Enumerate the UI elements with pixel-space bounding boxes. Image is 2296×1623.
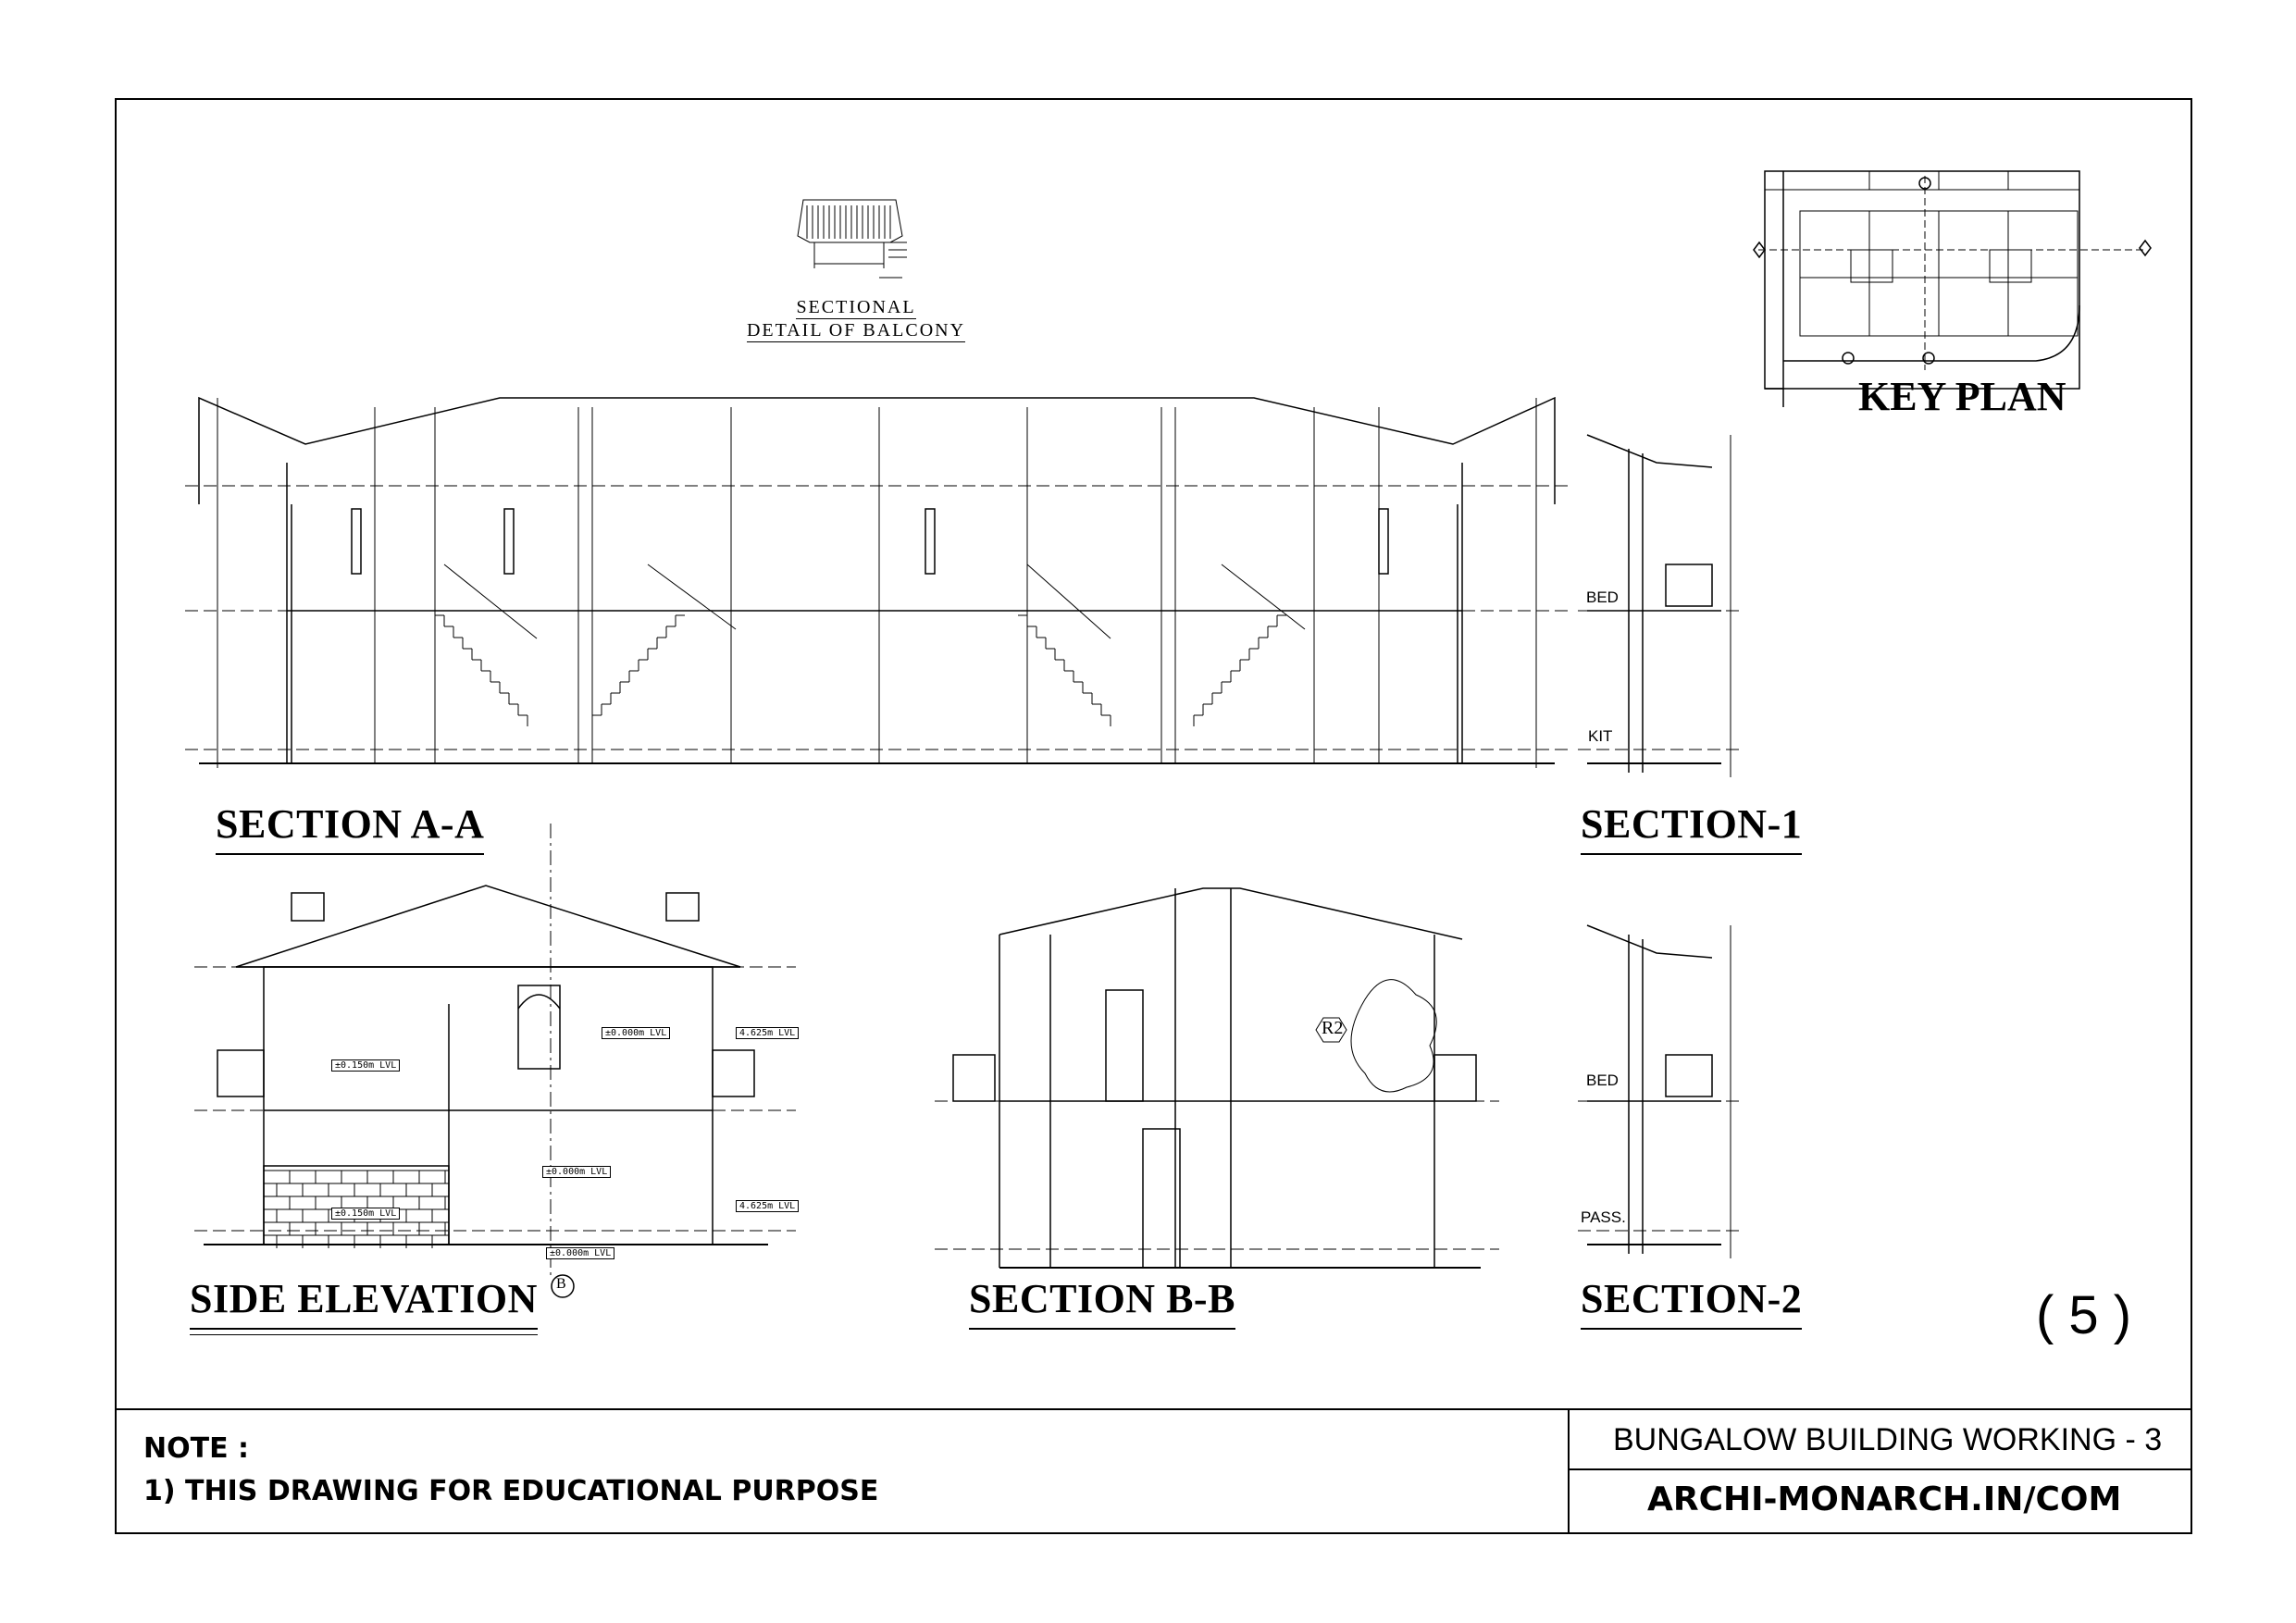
section-2-title <box>1581 1275 1802 1322</box>
level-tag: ±0.150m LVL <box>331 1208 400 1220</box>
side-elevation-title <box>190 1275 538 1322</box>
floor-label-kit: KIT <box>1588 727 1613 745</box>
balcony-detail-drawing <box>798 200 907 278</box>
section-aa-title-text: SECTION A-A <box>216 801 485 847</box>
side-elevation-title-text: SIDE ELEVATION <box>190 1276 538 1321</box>
section-1-title-text: SECTION-1 <box>1581 801 1803 847</box>
level-tag: ±0.000m LVL <box>542 1166 611 1178</box>
section-bb-drawing <box>935 888 1499 1268</box>
section-bb-title-text: SECTION B-B <box>969 1276 1235 1321</box>
section-2-title-text: SECTION-2 <box>1581 1276 1803 1321</box>
note-heading: NOTE : <box>143 1432 250 1465</box>
level-tag: 4.625m LVL <box>736 1027 799 1039</box>
key-plan-title: KEY PLAN <box>1858 374 2066 419</box>
section-1-title <box>1581 800 1802 848</box>
balcony-detail-title-line2: DETAIL OF BALCONY <box>746 320 966 341</box>
floor-label-pass: PASS. <box>1581 1208 1626 1226</box>
section-aa-drawing <box>185 398 1573 768</box>
key-plan-drawing <box>1754 171 2151 407</box>
note-text: 1) THIS DRAWING FOR EDUCATIONAL PURPOSE <box>143 1475 879 1507</box>
website: ARCHI-MONARCH.IN/COM <box>1647 1481 2122 1518</box>
balcony-detail-title-line1: SECTIONAL <box>796 297 916 317</box>
level-tag: ±0.000m LVL <box>602 1027 670 1039</box>
section-bb-title <box>969 1275 1235 1322</box>
section-tag-r2: R2 <box>1322 1018 1344 1038</box>
side-elevation-drawing <box>194 824 796 1297</box>
section-aa-title <box>216 800 484 848</box>
sheet-number: ( 5 ) <box>2036 1285 2132 1345</box>
side-elevation-marker: B <box>556 1276 566 1292</box>
floor-label-bed-2: BED <box>1586 1072 1619 1089</box>
floor-label-bed: BED <box>1586 588 1619 606</box>
level-tag: ±0.000m LVL <box>546 1247 614 1259</box>
level-tag: 4.625m LVL <box>736 1200 799 1212</box>
drawing-title: BUNGALOW BUILDING WORKING - 3 <box>1613 1422 2163 1457</box>
level-tag: ±0.150m LVL <box>331 1059 400 1072</box>
balcony-detail-title <box>740 296 972 342</box>
